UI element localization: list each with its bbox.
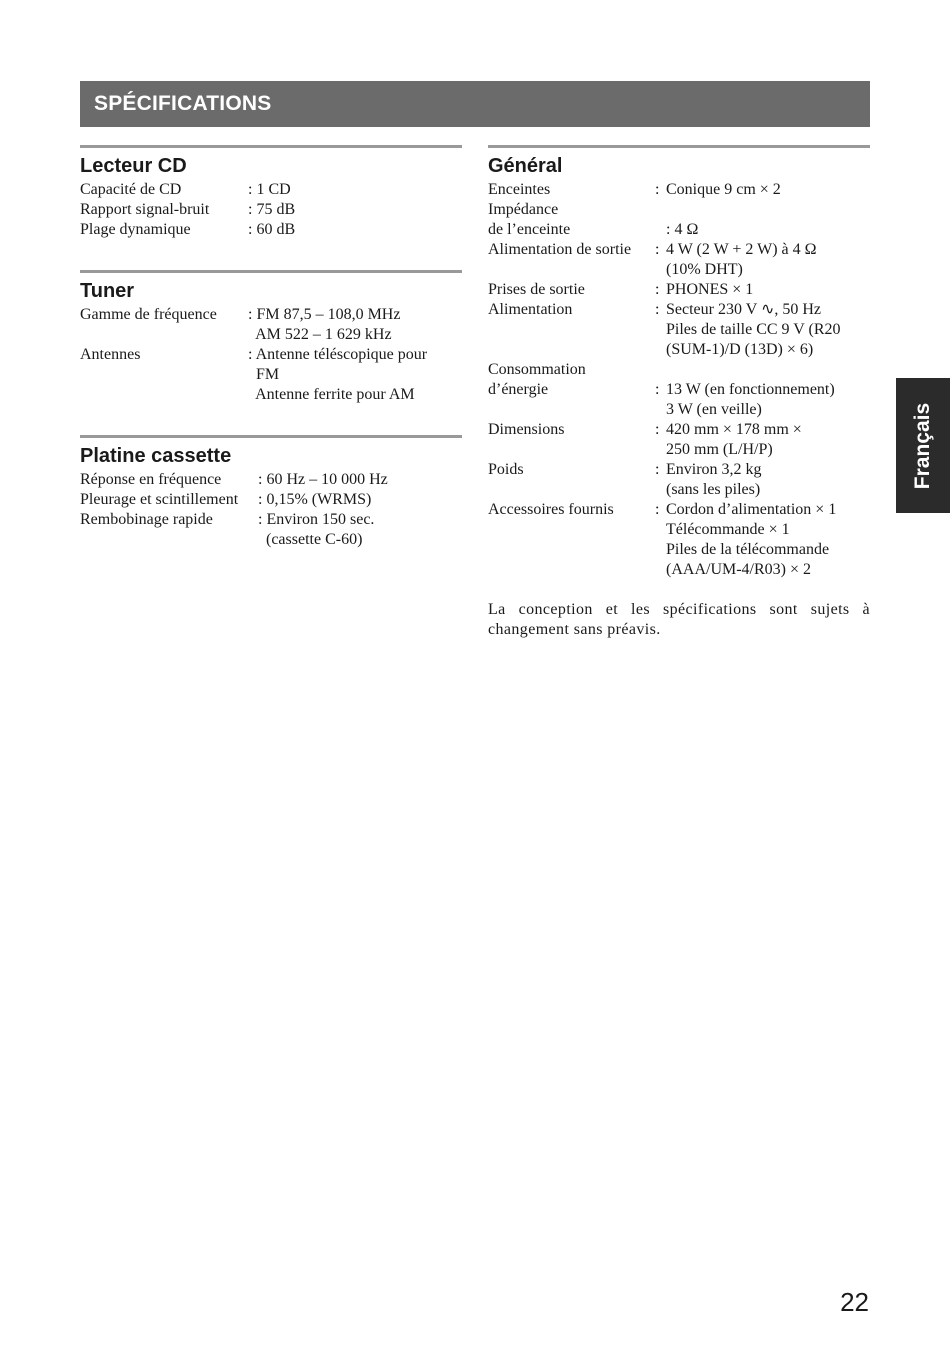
spec-value-line [666,360,870,380]
spec-value-line: (sans les piles) [666,481,761,498]
spec-values [248,305,462,345]
spec-value-line: Piles de la télécommande [666,541,830,558]
left-column [80,145,462,580]
spec-row [80,345,462,405]
spec-row [488,220,870,240]
spec-row [488,180,870,200]
spec-label: Prises de sortie [488,281,585,298]
spec-values [666,360,870,380]
spec-values [666,240,870,280]
spec-colon: : [655,421,660,438]
spec-label: Dimensions [488,421,565,438]
spec-value-line: : 1 CD [248,181,291,198]
spec-label: Capacité de CD [80,181,182,198]
spec-colon: : [655,301,660,318]
spec-value-line: (AAA/UM-4/R03) × 2 [666,561,812,578]
spec-value-line: 13 W (en fonctionnement) [666,381,835,398]
spec-colon [655,200,666,220]
spec-values [258,510,462,550]
spec-colon [655,220,666,240]
spec-row [80,180,462,200]
spec-row [488,280,870,300]
spec-colon: : [655,181,660,198]
spec-value-line: : Antenne téléscopique pour [248,346,428,363]
spec-value-line: Piles de taille CC 9 V (R20 [666,321,841,338]
spec-value-line: : 4 Ω [666,221,699,238]
spec-value-line: : Environ 150 sec. [258,511,375,528]
spec-value-line: Antenne ferrite pour AM [248,386,415,403]
spec-values [258,470,462,490]
spec-values [666,420,870,460]
language-tab [896,378,950,513]
spec-label: Accessoires fournis [488,501,614,518]
spec-label: Pleurage et scintillement [80,491,239,508]
section-title: Platine cassette [80,445,232,467]
spec-label: Plage dynamique [80,221,191,238]
spec-values [248,345,462,405]
page-number: 22 [840,1287,869,1317]
right-column [488,145,870,610]
spec-row [488,360,870,380]
spec-value-line: : 75 dB [248,201,296,218]
language-tab-label: Français [911,402,934,489]
spec-value-line: 3 W (en veille) [666,401,762,418]
spec-label: d’énergie [488,381,549,398]
spec-value-line: AM 522 – 1 629 kHz [248,326,392,343]
spec-row [80,510,462,550]
spec-colon: : [655,461,660,478]
spec-values [248,180,462,200]
spec-row [80,200,462,220]
spec-values [666,180,870,200]
spec-row [80,490,462,510]
spec-value-line: : FM 87,5 – 108,0 MHz [248,306,401,323]
spec-label: Alimentation de sortie [488,241,632,258]
section-title: Général [488,155,563,177]
spec-value-line: Télécommande × 1 [666,521,790,538]
spec-value-line: : 60 dB [248,221,296,238]
section-lecteur-cd [80,145,462,240]
spec-value-line: Cordon d’alimentation × 1 [666,501,837,518]
spec-values [666,460,870,500]
spec-value-line: 4 W (2 W + 2 W) à 4 Ω [666,241,817,258]
spec-label: Consommation [488,361,586,378]
spec-values [666,280,870,300]
spec-colon: : [655,501,660,518]
spec-values [248,220,462,240]
spec-value-line: Environ 3,2 kg [666,461,762,478]
spec-values [666,380,870,420]
spec-row [80,220,462,240]
spec-value-line: 420 mm × 178 mm × [666,421,802,438]
spec-row [488,240,870,280]
spec-value-line: (SUM-1)/D (13D) × 6) [666,341,814,358]
section-tuner [80,270,462,405]
spec-values [666,220,870,240]
spec-values [666,300,870,360]
spec-row [488,420,870,460]
spec-colon [655,360,666,380]
spec-row [488,200,870,220]
spec-label: de l’enceinte [488,221,571,238]
spec-values [248,200,462,220]
spec-label: Antennes [80,346,141,363]
spec-values [666,200,870,220]
spec-values [666,500,870,580]
spec-colon: : [655,281,660,298]
spec-value-line: Conique 9 cm × 2 [666,181,781,198]
spec-value-line [666,200,870,220]
spec-row [80,470,462,490]
spec-value-line: : 0,15% (WRMS) [258,491,372,508]
spec-label: Réponse en fréquence [80,471,222,488]
spec-row [488,460,870,500]
section-title: Lecteur CD [80,155,187,177]
spec-value-line: : 60 Hz – 10 000 Hz [258,471,388,488]
spec-row [488,300,870,360]
page-title: SPÉCIFICATIONS [80,81,870,127]
spec-row [488,380,870,420]
spec-value-line: (10% DHT) [666,261,743,278]
section-title: Tuner [80,280,135,302]
spec-value-line: PHONES × 1 [666,281,754,298]
spec-label: Rembobinage rapide [80,511,213,528]
spec-row [488,500,870,580]
disclaimer-note: La conception et les spécifications sont sujets à changement sans préavis. [488,601,870,638]
spec-row [80,305,462,345]
spec-value-line: Secteur 230 V ∿, 50 Hz [666,301,822,318]
spec-label: Enceintes [488,181,551,198]
section-platine-cassette [80,435,462,550]
spec-label: Impédance [488,201,559,218]
spec-value-line: (cassette C-60) [258,531,363,548]
spec-values [258,490,462,510]
spec-label: Alimentation [488,301,573,318]
spec-colon: : [655,381,660,398]
section-general [488,145,870,580]
spec-label: Poids [488,461,524,478]
spec-label: Rapport signal-bruit [80,201,210,218]
spec-colon: : [655,241,660,258]
spec-value-line: 250 mm (L/H/P) [666,441,773,458]
spec-label: Gamme de fréquence [80,306,217,323]
spec-value-line: FM [248,366,280,383]
